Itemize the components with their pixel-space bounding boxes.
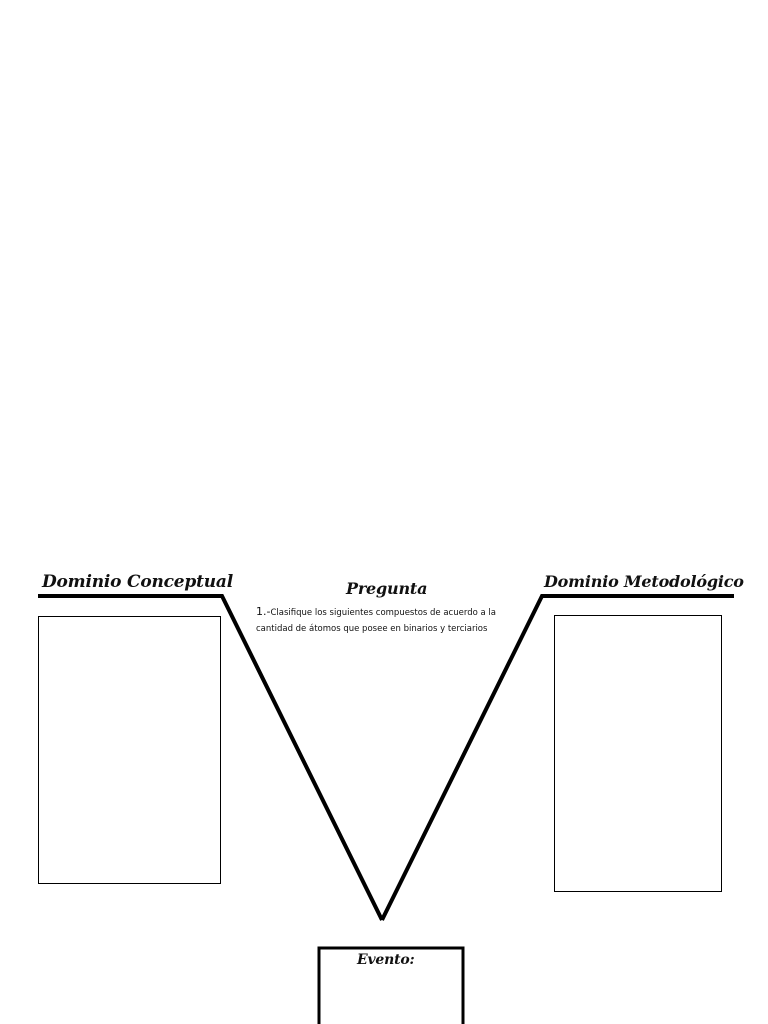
question-text-block bbox=[256, 604, 518, 637]
methodological-domain-heading: Dominio Metodológico bbox=[544, 572, 744, 591]
conceptual-domain-heading: Dominio Conceptual bbox=[42, 572, 233, 592]
event-heading: Evento: bbox=[357, 952, 415, 968]
question-heading: Pregunta bbox=[346, 579, 428, 598]
methodological-domain-box bbox=[554, 615, 722, 892]
question-text: Clasifique los siguientes compuestos de acuerdo a la cantidad de átomos que posee en binarios y terciarios bbox=[256, 608, 496, 634]
question-number: 1.- bbox=[256, 605, 271, 618]
conceptual-domain-box bbox=[38, 616, 221, 884]
